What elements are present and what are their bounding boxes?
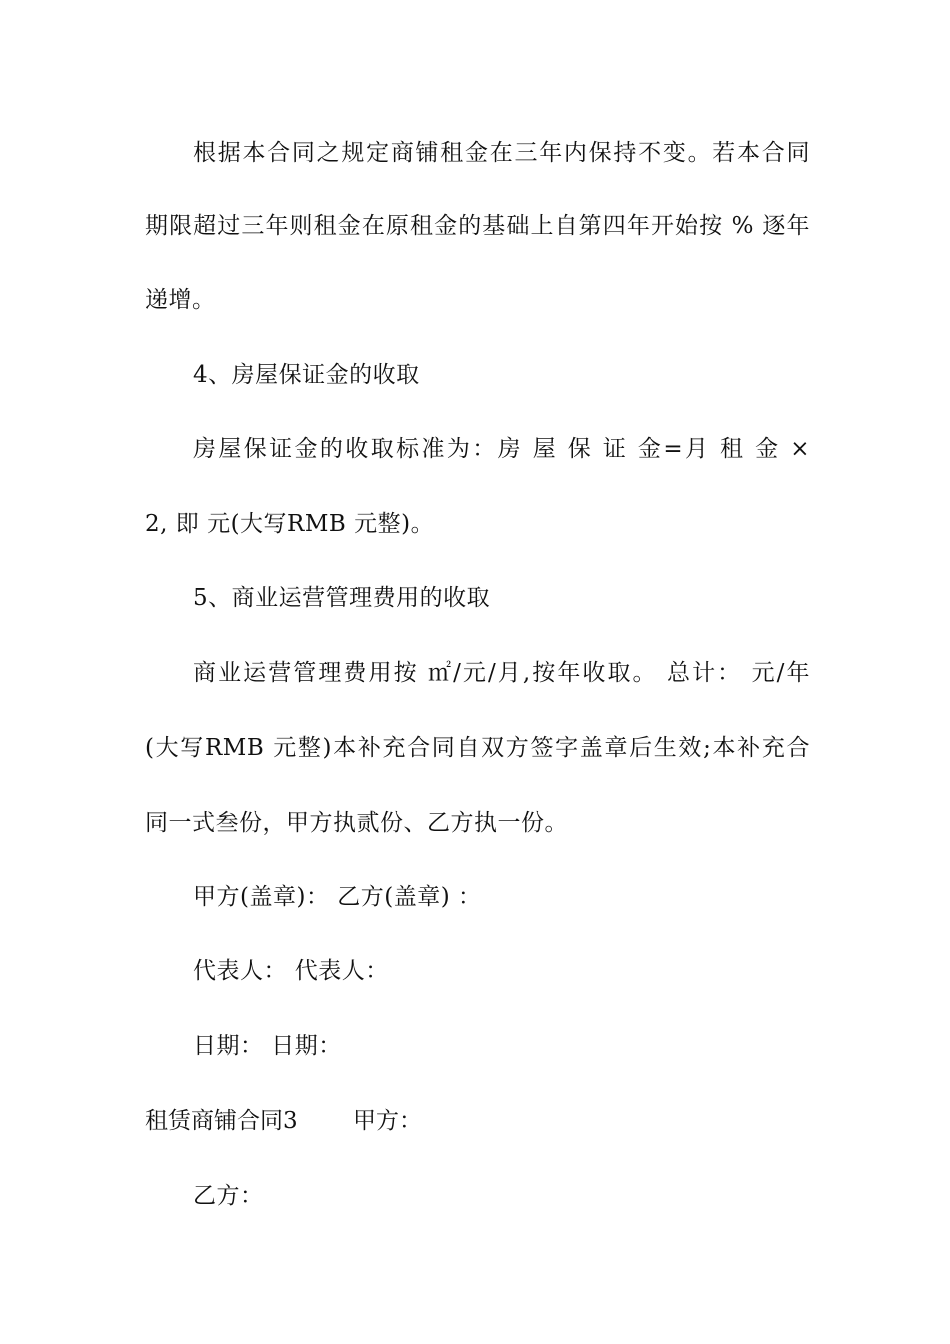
- signature-seal-line: 甲方(盖章)： 乙方(盖章) ：: [193, 884, 482, 910]
- paragraph-fee-line-2: (大写RMB 元整)本补充合同自双方签字盖章后生效;本补充合: [145, 735, 810, 761]
- section-heading-management-fee: 5、商业运营管理费用的收取: [193, 585, 491, 611]
- paragraph-rent-line-1: 根据本合同之规定商铺租金在三年内保持不变。若本合同: [193, 140, 810, 166]
- paragraph-rent-line-3: 递增。: [145, 287, 216, 313]
- contract-3-party-a: 甲方：: [353, 1108, 422, 1134]
- signature-representative-line: 代表人： 代表人：: [193, 958, 389, 984]
- paragraph-fee-line-3: 同一式叁份，甲方执贰份、乙方执一份。: [145, 810, 568, 836]
- signature-date-line: 日期： 日期：: [193, 1033, 342, 1059]
- paragraph-deposit-line-2: 2, 即 元(大写RMB 元整)。: [145, 511, 435, 537]
- contract-3-party-b: 乙方：: [193, 1183, 264, 1209]
- contract-3-title: 租赁商铺合同3: [145, 1108, 298, 1134]
- paragraph-deposit-line-1: 房屋保证金的收取标准为：房 屋 保 证 金=月 租 金 ×: [193, 436, 810, 462]
- paragraph-fee-line-1: 商业运营管理费用按 ㎡/元/月,按年收取。 总计： 元/年: [193, 660, 810, 686]
- paragraph-rent-line-2: 期限超过三年则租金在原租金的基础上自第四年开始按 % 逐年: [145, 213, 810, 239]
- section-heading-deposit: 4、房屋保证金的收取: [193, 362, 420, 388]
